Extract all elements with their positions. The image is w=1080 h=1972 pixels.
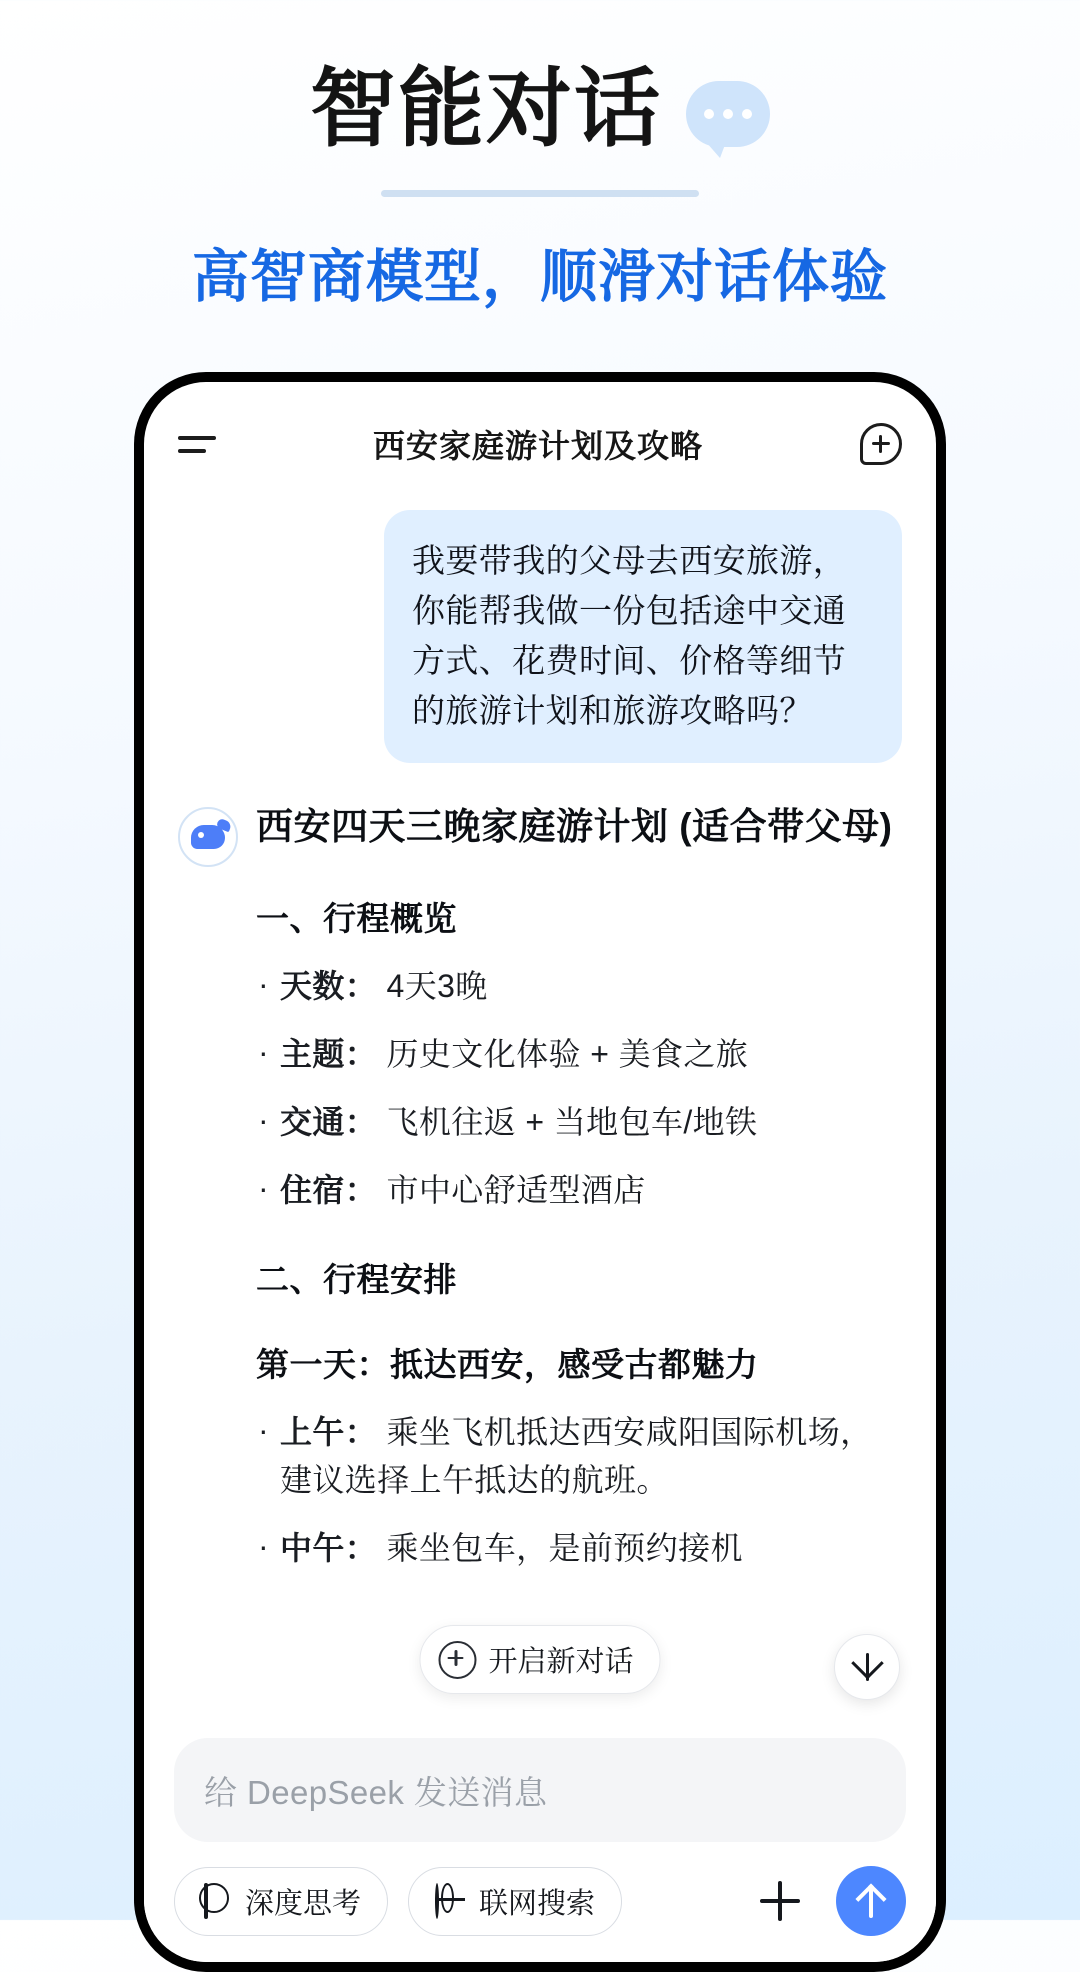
send-button[interactable] [836,1866,906,1936]
chat-bubble-icon [686,81,770,147]
deepseek-whale-icon [178,807,238,867]
assistant-content [256,801,902,1593]
scroll-to-bottom-button[interactable] [834,1634,900,1700]
section-heading-itinerary: 二、行程安排 [256,1261,457,1299]
list-item [256,1030,902,1078]
atom-icon [201,1885,233,1917]
list-item-value: 市中心舒适型酒店 [386,1172,646,1209]
list-item [256,1408,902,1504]
list-item-label: 中午： [280,1530,378,1567]
assistant-title: 西安四天三晚家庭游计划 (适合带父母) [256,805,893,847]
list-item-label: 交通： [280,1104,378,1141]
page-title: 智能对话 [310,61,662,157]
assistant-message [178,801,902,1593]
list-item [256,1166,902,1214]
app-header [144,382,936,486]
hamburger-menu-icon[interactable] [178,436,216,453]
bubble-dot [704,109,714,119]
promo-title-row [0,62,1080,157]
day-heading-1: 第一天：抵达西安，感受古都魅力 [256,1346,759,1384]
list-item [256,962,902,1010]
bubble-dot [742,109,752,119]
user-message-bubble: 我要带我的父母去西安旅游，你能帮我做一份包括途中交通方式、花费时间、价格等细节的旅游计划和旅游攻略吗？ [384,510,902,763]
new-conversation-label: 开启新对话 [488,1646,634,1678]
list-item-label: 住宿： [280,1172,378,1209]
list-item-value: 乘坐包车，是前预约接机 [386,1530,743,1567]
list-item-value: 乘坐飞机抵达西安咸阳国际机场，建议选择上午抵达的航班。 [280,1414,873,1499]
list-item-value: 飞机往返 + 当地包车/地铁 [386,1104,758,1141]
phone-screen [144,382,936,1962]
phone-frame [134,372,946,1972]
bubble-dot [723,109,733,119]
composer [144,1738,936,1962]
list-item-label: 天数： [280,968,378,1005]
plus-icon[interactable] [756,1877,804,1925]
message-input[interactable]: 给 DeepSeek 发送消息 [174,1738,906,1842]
globe-icon [435,1885,467,1917]
section-heading-overview: 一、行程概览 [256,900,457,938]
new-chat-icon[interactable] [860,423,902,465]
user-message-row [178,510,902,763]
promo-header [0,0,1080,313]
new-conversation-button[interactable] [419,1625,660,1694]
list-item [256,1098,902,1146]
conversation-title: 西安家庭游计划及攻略 [372,428,703,464]
list-item-label: 上午： [280,1414,378,1451]
plus-circle-icon [438,1641,476,1679]
promo-subtitle: 高智商模型，顺滑对话体验 [192,244,888,309]
deep-think-button[interactable] [174,1867,388,1936]
conversation-area[interactable] [144,486,936,1710]
web-search-button[interactable] [408,1867,622,1936]
divider [381,190,699,197]
list-item-value: 历史文化体验 + 美食之旅 [386,1036,749,1073]
list-item-value: 4天3晚 [386,968,488,1005]
list-item-label: 主题： [280,1036,378,1073]
deep-think-label: 深度思考 [245,1887,362,1920]
composer-tools [174,1866,906,1936]
overview-list [256,962,902,1214]
web-search-label: 联网搜索 [479,1887,596,1920]
list-item [256,1524,902,1572]
day1-list [256,1408,902,1572]
